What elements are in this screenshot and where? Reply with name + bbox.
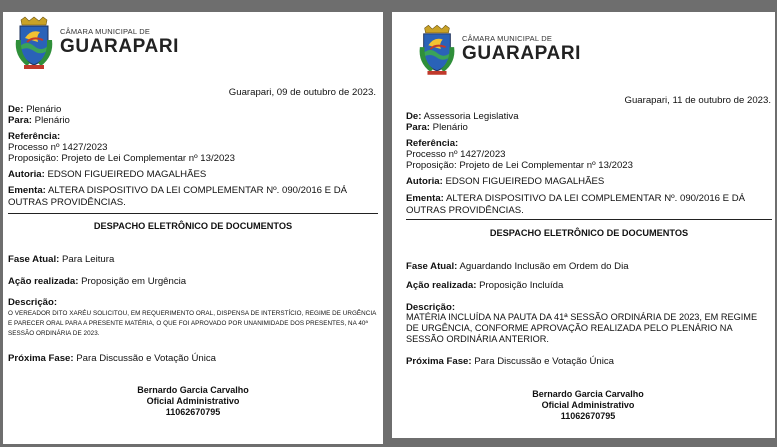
action-value: Proposição Incluída [479,280,564,291]
despacho-page-1 [3,12,383,444]
phase-line [8,254,114,266]
action-line [406,280,563,292]
phase-line [406,261,629,273]
camara-logo [417,24,581,76]
reference-label: Referência: [406,138,459,149]
action-line [8,276,186,288]
description-label: Descrição: [406,302,456,313]
logo-wordmark: GUARAPARI [60,36,180,58]
signer-role: Oficial Administrativo [146,395,240,406]
summary-label: Ementa: [8,185,46,196]
next-phase-label: Próxima Fase: [406,356,472,367]
summary-label: Ementa: [406,193,444,204]
from-line [8,104,61,116]
coat-of-arms-icon [417,24,457,76]
summary-value: ALTERA DISPOSITIVO DA LEI COMPLEMENTAR Nº. 090/2016 E DÁ OUTRAS PROVIDÊNCIAS. [8,185,348,208]
to-line [406,122,468,134]
summary-line [8,185,376,208]
logo-wordmark: GUARAPARI [462,43,582,65]
logo-caption: CÂMARA MUNICIPAL DE [60,27,151,37]
divider [406,219,772,220]
process-number: Processo nº 1427/2023 [406,149,506,160]
action-label: Ação realizada: [406,280,477,291]
next-phase-line [8,353,216,365]
section-title: DESPACHO ELETRÔNICO DE DOCUMENTOS [93,221,293,231]
action-label: Ação realizada: [8,276,79,287]
authorship-label: Autoria: [8,169,45,180]
phase-value: Para Leitura [62,254,115,265]
authorship-line [8,169,206,181]
coat-of-arms-icon [13,16,55,70]
to-label: Para: [406,122,430,133]
to-line [8,115,70,127]
from-value: Assessoria Legislativa [423,111,519,122]
document-date: Guarapari, 11 de outubro de 2023. [624,95,771,106]
camara-logo [13,16,179,70]
proposition: Proposição: Projeto de Lei Complementar nº 13/2023 [406,160,633,171]
to-label: Para: [8,115,32,126]
reference-label: Referência: [8,131,61,142]
proposition: Proposição: Projeto de Lei Complementar nº 13/2023 [8,153,235,164]
next-phase-value: Para Discussão e Votação Única [76,353,216,364]
signer-id: 11062670795 [560,410,616,421]
signer-name: Bernardo Garcia Carvalho [137,385,249,395]
logo-caption: CÂMARA MUNICIPAL DE [462,34,553,44]
authorship-value: EDSON FIGUEIREDO MAGALHÃES [445,176,605,187]
from-label: De: [8,104,24,115]
despacho-page-2 [392,12,775,438]
from-line [406,111,519,123]
phase-value: Aguardando Inclusão em Ordem do Dia [459,261,629,272]
action-value: Proposição em Urgência [81,276,187,287]
next-phase-line [406,356,614,368]
summary-value: ALTERA DISPOSITIVO DA LEI COMPLEMENTAR Nº. 090/2016 E DÁ OUTRAS PROVIDÊNCIAS. [406,193,746,216]
authorship-line [406,176,604,188]
description-value: O VEREADOR DITO XARÉU SOLICITOU, EM REQUERIMENTO ORAL, DISPENSA DE INTERSTÍCIO, REGIME DE URGÊNCIA E PARECER ORAL PARA A PRESENTE MATÉRIA, O QUE FOI APROVADO POR UNANIMIDADE DOS PRESENTES, NA 40ª SESSÃO ORDINÁRIA DE 2023. [8,310,377,337]
phase-label: Fase Atual: [406,261,458,272]
description-value: MATÉRIA INCLUÍDA NA PAUTA DA 41ª SESSÃO ORDINÁRIA DE 2023, EM REGIME DE URGÊNCIA, CONFORME APROVAÇÃO REALIZADA PELO PLENÁRIO NA SESSÃO ORDINÁRIA ANTERIOR. [406,312,758,345]
signer-id: 11062670795 [165,406,221,417]
signer-role: Oficial Administrativo [541,399,635,410]
to-value: Plenário [34,115,70,126]
divider [8,213,378,214]
document-date: Guarapari, 09 de outubro de 2023. [228,87,376,98]
signer-name: Bernardo Garcia Carvalho [532,389,644,399]
to-value: Plenário [432,122,468,133]
description-label: Descrição: [8,297,58,308]
signature-block [488,389,688,422]
authorship-value: EDSON FIGUEIREDO MAGALHÃES [47,169,207,180]
summary-line [406,193,770,216]
next-phase-label: Próxima Fase: [8,353,74,364]
process-number: Processo nº 1427/2023 [8,142,108,153]
phase-label: Fase Atual: [8,254,60,265]
signature-block [93,385,293,418]
from-label: De: [406,111,422,122]
from-value: Plenário [26,104,62,115]
section-title: DESPACHO ELETRÔNICO DE DOCUMENTOS [489,228,689,238]
authorship-label: Autoria: [406,176,443,187]
next-phase-value: Para Discussão e Votação Única [474,356,614,367]
